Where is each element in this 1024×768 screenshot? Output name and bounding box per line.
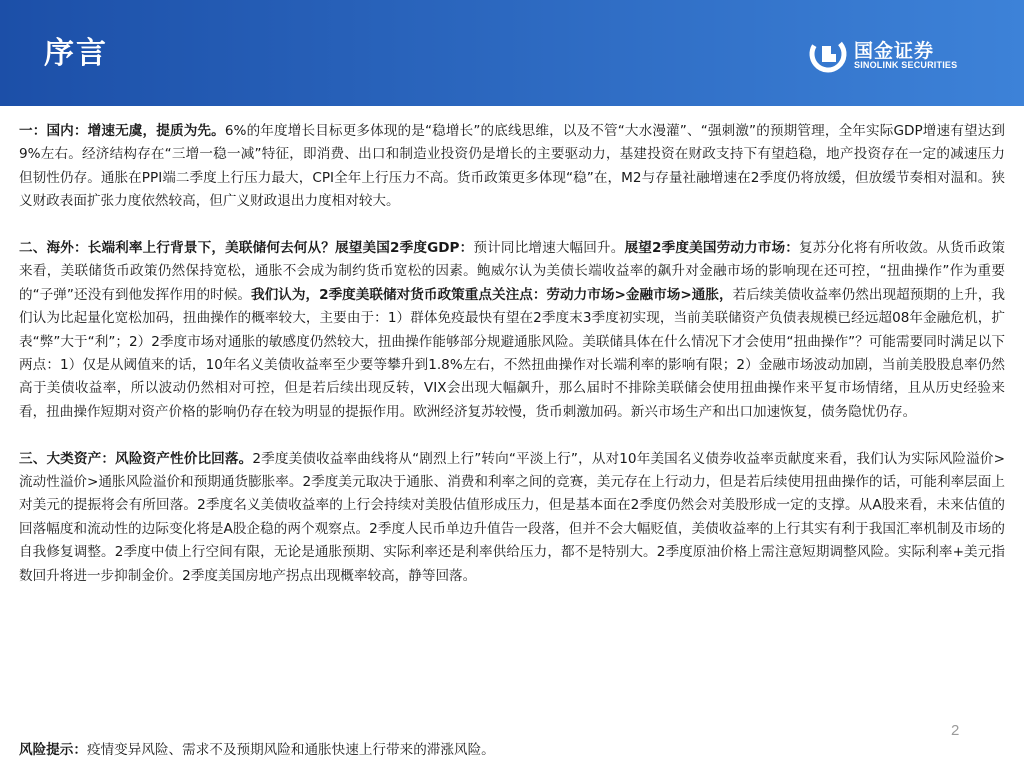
section-overseas-gdp-text: 预计同比增速大幅回升。 <box>473 240 625 257</box>
section-assets-heading: 三、大类资产：风险资产性价比回落。 <box>19 450 253 467</box>
risk-warning-text: 疫情变异风险、需求不及预期风险和通胀快速上行带来的滞涨风险。 <box>86 742 495 758</box>
risk-warning <box>19 739 495 761</box>
sinolink-logo-icon <box>808 34 848 74</box>
logo-text-cn: 国金证券 <box>854 40 935 62</box>
company-logo <box>808 34 988 78</box>
page-number: 2 <box>951 722 960 739</box>
header-bar <box>0 0 1024 106</box>
page-title: 序言 <box>44 36 108 71</box>
section-assets <box>19 448 1005 588</box>
logo-text-en: SINOLINK SECURITIES <box>854 60 958 70</box>
section-domestic <box>19 120 1005 214</box>
section-overseas-labor-heading: 展望2季度美国劳动力市场： <box>624 240 800 257</box>
section-overseas-body: 复苏分化将有所收敛。从货币政策来看，美联储货币政策仍然保持宽松，通胀不会成为制约货币宽松的因素。鲍威尔认为美债长端收益率的飙升对金融市场的影响现在还可控，“扭曲操作”作为重要的“子弹”还没有到他发挥作用的时候。 <box>19 240 1005 303</box>
section-overseas-heading: 二、海外：长端利率上行背景下，美联储何去何从？展望美国2季度GDP： <box>19 240 474 257</box>
section-assets-body: 2季度美债收益率曲线将从“剧烈上行”转向“平淡上行”，从对10年美国名义债券收益率贡献度来看，我们认为实际风险溢价>流动性溢价>通胀风险溢价和预期通货膨胀率。2季度美元取决于通胀、消费和利率之间的竞赛，美元存在上行动力，但是若后续使用扭曲操作的话，可能利率层面上对美元的提振将会有所回落。2季度名义美债收益率的上行会持续对美股估值形成压力，但是基本面在2季度仍然会对美股形成一定的支撑。从A股来看，未来估值的回落幅度和流动性的边际变化将是A股企稳的两个观察点。2季度人民币单边升值告一段落，但并不会大幅贬值，美债收益率的上行其实有利于我国汇率机制及市场的自我修复调整。2季度中债上行空间有限，无论是通胀预期、实际利率还是利率供给压力，都不是特别大。2季度原油价格上需注意短期调整风险。实际利率+美元指数回升将进一步抑制金价。2季度美国房地产拐点出现概率较高，静等回落。 <box>19 450 1005 584</box>
risk-warning-label: 风险提示： <box>19 742 87 758</box>
section-domestic-heading: 一：国内：增速无虞，提质为先。 <box>19 123 225 139</box>
section-overseas <box>19 237 1005 424</box>
main-content <box>19 120 1005 588</box>
section-overseas-view-heading: 我们认为，2季度美联储对货币政策重点关注点：劳动力市场>金融市场>通胀， <box>251 286 733 303</box>
section-overseas-view-body: 若后续美债收益率仍然出现超预期的上升，我们认为比起量化宽松加码，扭曲操作的概率较大，主要由于：1）群体免疫最快有望在2季度末3季度初实现，当前美联储资产负债表规模已经远超08年金融危机，扩表“弊”大于“利”；2）2季度市场对通胀的敏感度仍然较大，扭曲操作能够部分规避通胀风险。美联储具体在什么情况下才会使用“扭曲操作”？可能需要同时满足以下两点：1）仅是从阈值来的话，10年名义美债收益率至少要等攀升到1.8%左右，不然扭曲操作对长端利率的影响有限；2）金融市场波动加剧，当前美股股息率仍然高于美债收益率，所以波动仍然相对可控，但是若后续出现反转，VIX会出现大幅飙升，那么届时不排除美联储会使用扭曲操作来平复市场情绪，且从历史经验来看，扭曲操作短期对资产价格的影响仍存在较为明显的提振作用。欧洲经济复苏较慢，货币刺激加码。新兴市场生产和出口加速恢复，债务隐忧仍存。 <box>19 286 1005 420</box>
section-domestic-body: 6%的年度增长目标更多体现的是“稳增长”的底线思维，以及不管“大水漫灌”、“强刺激”的预期管理，全年实际GDP增速有望达到9%左右。经济结构存在“三增一稳一减”特征，即消费、出口和制造业投资仍是增长的主要驱动力，基建投资在财政支持下有望趋稳，地产投资存在一定的减速压力但韧性仍存。通胀在PPI端二季度上行压力最大，CPI全年上行压力不高。货币政策更多体现“稳”在，M2与存量社融增速在2季度仍将放缓，但放缓节奏相对温和。狭义财政表面扩张力度依然较高，但广义财政退出力度相对较大。 <box>19 123 1006 210</box>
